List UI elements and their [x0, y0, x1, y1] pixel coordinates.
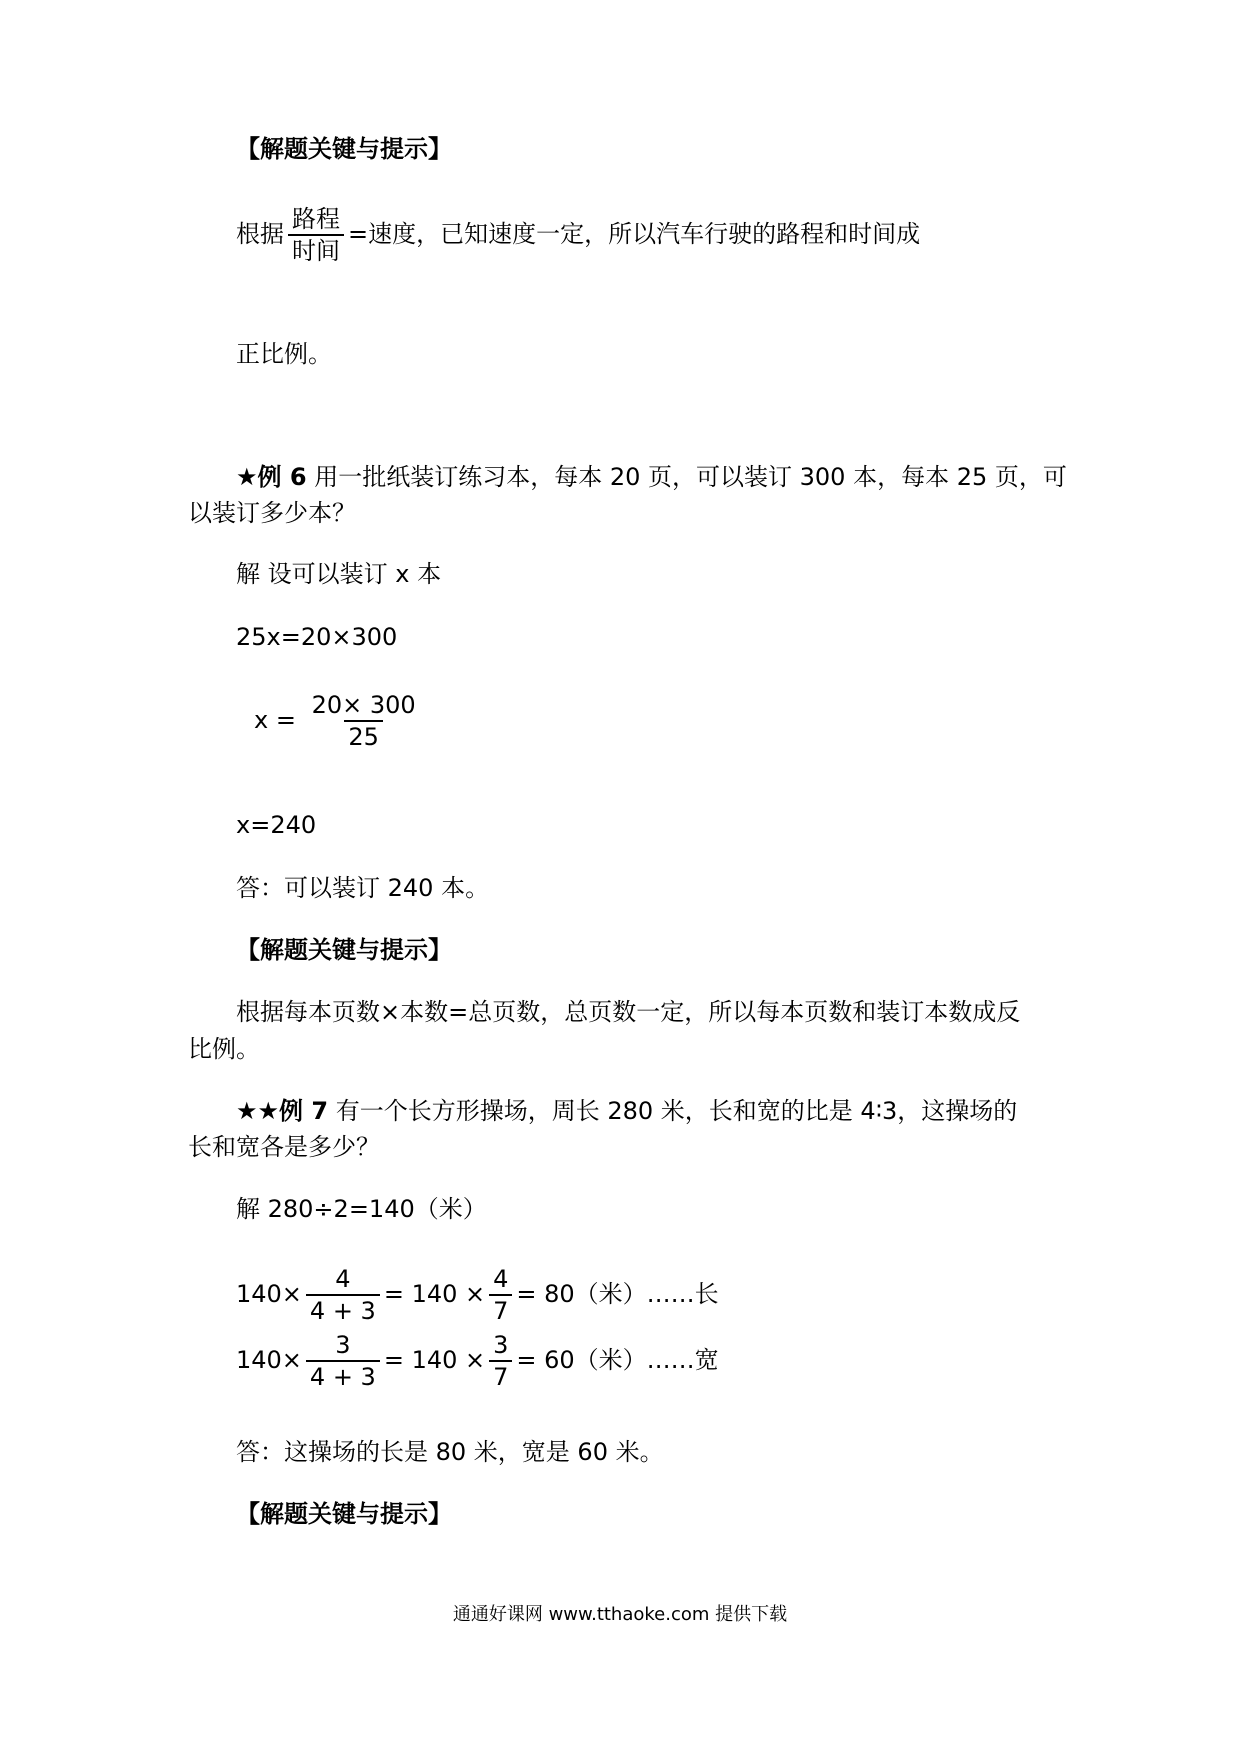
fraction — [306, 1330, 380, 1392]
example-label: ★★例 7 — [236, 1097, 329, 1125]
equation-text: x = — [254, 706, 296, 734]
hint-line — [236, 204, 920, 266]
solution-line: 解 280÷2=140（米） — [236, 1195, 487, 1223]
calc-line-length — [236, 1264, 719, 1326]
hint-line: 比例。 — [188, 1035, 260, 1063]
page-footer: 通通好课网 www.tthaoke.com 提供下载 — [452, 1604, 788, 1625]
hint-text: 根据 — [236, 220, 284, 248]
hint-heading: 【解题关键与提示】 — [236, 135, 452, 163]
fraction-numerator: 4 — [493, 1265, 509, 1293]
calc-line-width — [236, 1330, 719, 1392]
hint-line: 根据每本页数×本数=总页数，总页数一定，所以每本页数和装订本数成反 — [236, 998, 1021, 1026]
fraction-numerator: 3 — [493, 1331, 509, 1359]
fraction — [308, 690, 420, 752]
fraction-denominator: 4 + 3 — [306, 1294, 380, 1326]
calc-text: 140× — [236, 1280, 302, 1308]
fraction — [306, 1264, 380, 1326]
calc-text: 140× — [236, 1346, 302, 1374]
calc-text: = 60（米）……宽 — [516, 1346, 719, 1374]
hint-continuation: 正比例。 — [236, 340, 332, 368]
fraction-denominator: 7 — [489, 1294, 512, 1326]
fraction — [489, 1330, 512, 1392]
example-label: ★例 6 — [236, 463, 307, 491]
fraction-numerator: 4 — [335, 1265, 351, 1293]
example-6-line-2: 以装订多少本？ — [188, 499, 356, 527]
fraction-denominator: 4 + 3 — [306, 1360, 380, 1392]
answer-line: 答：这操场的长是 80 米，宽是 60 米。 — [236, 1438, 664, 1466]
example-7-line-1 — [236, 1095, 1017, 1127]
fraction-numerator: 3 — [335, 1331, 351, 1359]
equation-fraction-line — [254, 690, 424, 752]
hint-text: =速度，已知速度一定，所以汽车行驶的路程和时间成 — [348, 220, 921, 248]
equation-line: 25x=20×300 — [236, 623, 398, 651]
equation-line: x=240 — [236, 811, 317, 839]
fraction-denominator: 时间 — [288, 234, 344, 266]
answer-line: 答：可以装订 240 本。 — [236, 874, 490, 902]
example-text: 有一个长方形操场，周长 280 米，长和宽的比是 4∶3，这操场的 — [335, 1097, 1018, 1125]
hint-heading: 【解题关键与提示】 — [236, 936, 452, 964]
example-text: 用一批纸装订练习本，每本 20 页，可以装订 300 本，每本 25 页，可 — [314, 463, 1067, 491]
calc-text: = 140 × — [383, 1346, 486, 1374]
calc-text: = 140 × — [383, 1280, 486, 1308]
calc-text: = 80（米）……长 — [516, 1280, 719, 1308]
fraction-denominator: 7 — [489, 1360, 512, 1392]
fraction — [288, 204, 344, 266]
example-7-line-2: 长和宽各是多少？ — [188, 1133, 380, 1161]
fraction-numerator: 20× 300 — [311, 691, 416, 719]
fraction-denominator: 25 — [344, 720, 383, 752]
fraction-numerator: 路程 — [292, 205, 340, 233]
fraction — [489, 1264, 512, 1326]
hint-heading: 【解题关键与提示】 — [236, 1500, 452, 1528]
solution-line: 解 设可以装订 x 本 — [236, 560, 442, 588]
example-6-line-1 — [236, 461, 1067, 493]
